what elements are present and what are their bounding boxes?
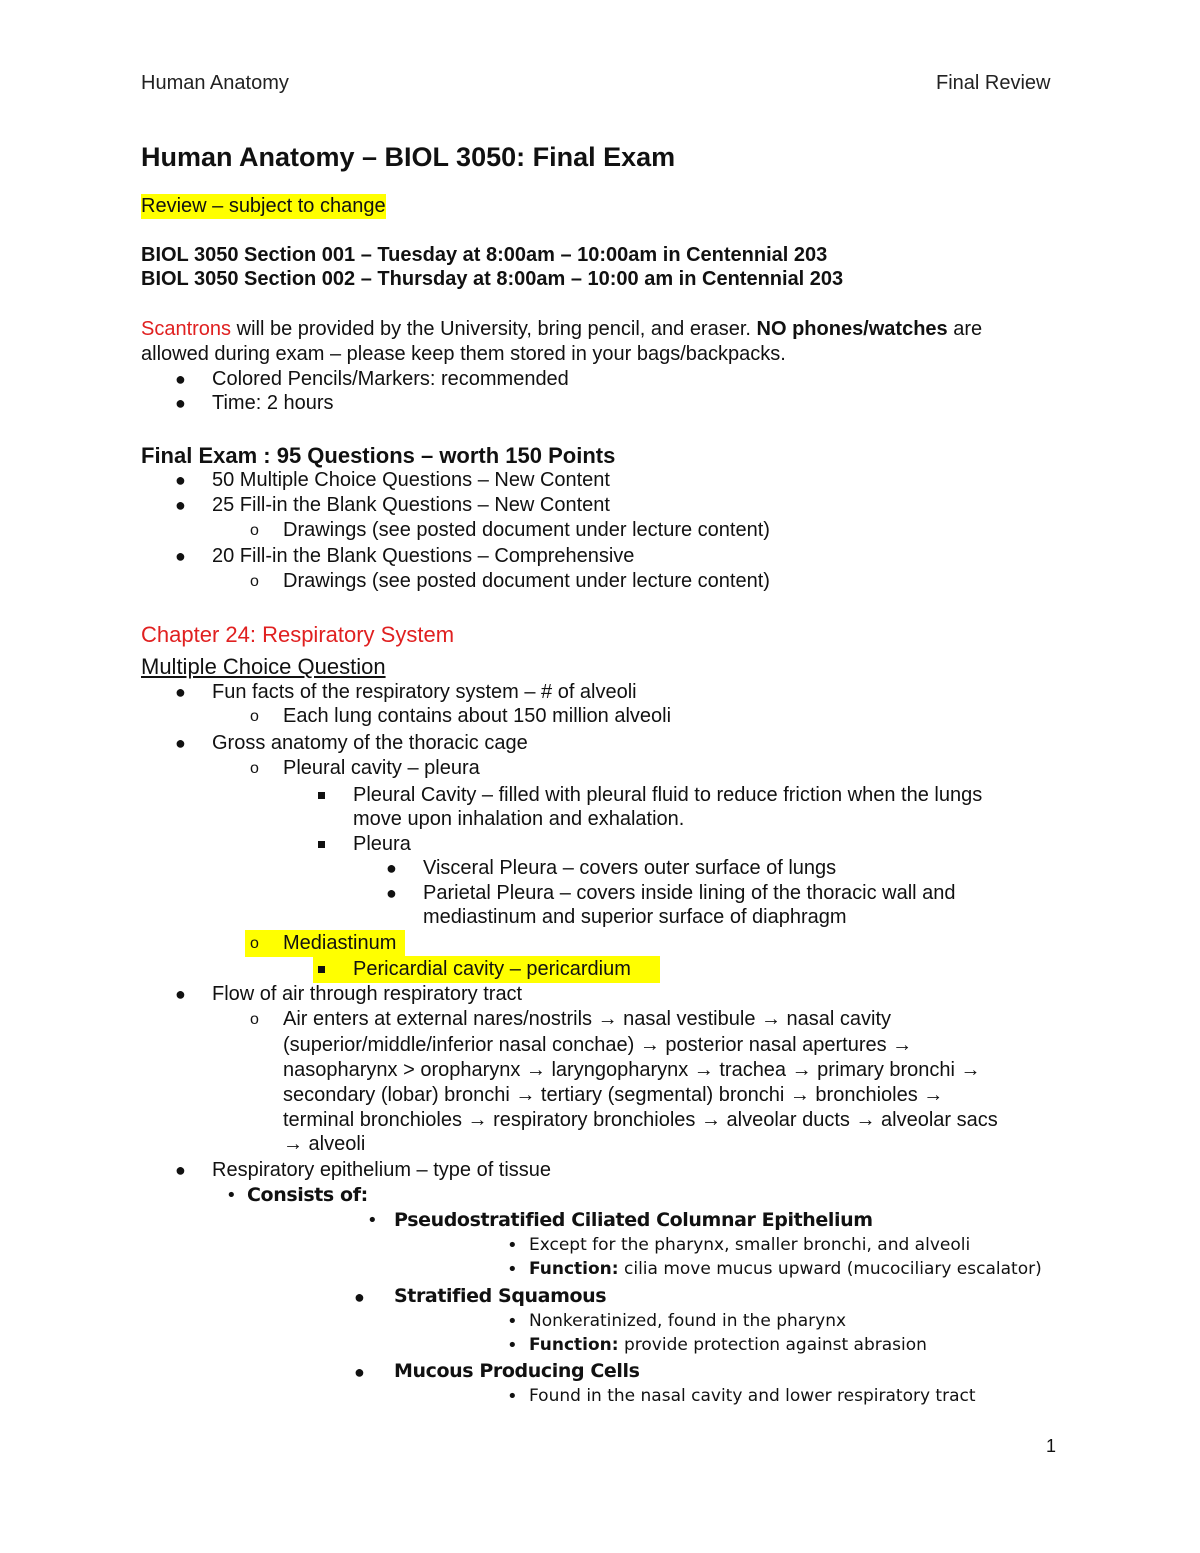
bullet-icon: ●: [386, 858, 397, 878]
bullet-icon: •: [507, 1259, 518, 1280]
square-bullet-icon: [318, 966, 325, 973]
bullet-icon: ●: [386, 883, 397, 903]
tissue-function: [529, 1335, 927, 1355]
circle-bullet-icon: o: [250, 708, 259, 725]
list-item: Drawings (see posted document under lecture content): [283, 519, 770, 541]
list-item-cont: secondary (lobar) bronchi → tertiary (segmental) bronchi → bronchioles →: [283, 1084, 944, 1106]
list-item-cont: move upon inhalation and exhalation.: [353, 808, 685, 830]
list-item: Time: 2 hours: [212, 392, 334, 414]
list-item: 25 Fill-in the Blank Questions – New Content: [212, 494, 610, 516]
bullet-icon: ●: [354, 1287, 365, 1307]
circle-bullet-icon: o: [250, 522, 259, 539]
bullet-icon: •: [367, 1210, 378, 1231]
scantron-line: [141, 318, 982, 341]
list-item-cont: → alveoli: [283, 1133, 366, 1155]
scantron-line2: allowed during exam – please keep them stored in your bags/backpacks.: [141, 343, 786, 365]
no-phones: NO phones/watches: [756, 318, 948, 340]
square-bullet-icon: [318, 841, 325, 848]
final-heading: Final Exam : 95 Questions – worth 150 Points: [141, 443, 616, 468]
tissue-note: Except for the pharynx, smaller bronchi, and alveoli: [529, 1235, 971, 1255]
function-text: provide protection against abrasion: [618, 1335, 927, 1355]
bullet-icon: •: [507, 1386, 518, 1407]
bullet-icon: •: [226, 1185, 237, 1206]
consists-label: Consists of:: [247, 1184, 368, 1206]
page-number: 1: [1046, 1436, 1057, 1456]
bullet-icon: ●: [175, 470, 186, 490]
list-item: Visceral Pleura – covers outer surface of lungs: [423, 857, 837, 879]
header-right: Final Review: [936, 72, 1051, 94]
list-item-cont: mediastinum and superior surface of diaphragm: [423, 906, 847, 928]
list-item-cont: (superior/middle/inferior nasal conchae) → posterior nasal apertures →: [283, 1034, 913, 1056]
header-left: Human Anatomy: [141, 72, 289, 94]
function-label: Function:: [529, 1335, 619, 1355]
tissue-note: Nonkeratinized, found in the pharynx: [529, 1311, 847, 1331]
tissue-name: Mucous Producing Cells: [394, 1360, 640, 1382]
bullet-icon: ●: [175, 984, 186, 1004]
function-label: Function:: [529, 1259, 619, 1279]
list-item: Fun facts of the respiratory system – # of alveoli: [212, 681, 637, 703]
chapter-heading: Chapter 24: Respiratory System: [141, 622, 455, 647]
list-item: 20 Fill-in the Blank Questions – Comprehensive: [212, 545, 635, 567]
circle-bullet-icon: o: [250, 573, 259, 590]
bullet-icon: ●: [175, 546, 186, 566]
list-item: Respiratory epithelium – type of tissue: [212, 1159, 552, 1181]
list-item: Air enters at external nares/nostrils → nasal vestibule → nasal cavity: [283, 1008, 892, 1030]
list-item: Colored Pencils/Markers: recommended: [212, 368, 569, 390]
list-item: Pleural cavity – pleura: [283, 757, 480, 779]
bullet-icon: ●: [175, 369, 186, 389]
list-item: Pericardial cavity – pericardium: [353, 958, 631, 980]
list-item: Pleural Cavity – filled with pleural fluid to reduce friction when the lungs: [353, 784, 983, 806]
bullet-icon: •: [507, 1335, 518, 1356]
page-title: Human Anatomy – BIOL 3050: Final Exam: [141, 142, 676, 172]
list-item-cont: nasopharynx > oropharynx → laryngopharynx → trachea → primary bronchi →: [283, 1059, 981, 1081]
bullet-icon: ●: [175, 733, 186, 753]
bullet-icon: •: [507, 1311, 518, 1332]
bullet-icon: ●: [354, 1362, 365, 1382]
tissue-name: Stratified Squamous: [394, 1285, 607, 1307]
list-item: Each lung contains about 150 million alveoli: [283, 705, 672, 727]
tissue-function: [529, 1259, 1042, 1279]
circle-bullet-icon: o: [250, 760, 259, 777]
tissue-name: Pseudostratified Ciliated Columnar Epithelium: [394, 1209, 873, 1231]
tissue-note: Found in the nasal cavity and lower respiratory tract: [529, 1386, 976, 1406]
list-item-cont: terminal bronchioles → respiratory bronchioles → alveolar ducts → alveolar sacs: [283, 1109, 998, 1131]
list-item: Mediastinum: [283, 932, 397, 954]
list-item: Parietal Pleura – covers inside lining of the thoracic wall and: [423, 882, 956, 904]
list-item: Gross anatomy of the thoracic cage: [212, 732, 528, 754]
bullet-icon: ●: [175, 393, 186, 413]
bullet-icon: ●: [175, 682, 186, 702]
bullet-icon: ●: [175, 495, 186, 515]
list-item: Drawings (see posted document under lecture content): [283, 570, 770, 592]
list-item: 50 Multiple Choice Questions – New Content: [212, 469, 610, 491]
square-bullet-icon: [318, 792, 325, 799]
review-note: Review – subject to change: [141, 195, 386, 217]
list-item: Flow of air through respiratory tract: [212, 983, 523, 1005]
scantron-word: Scantrons: [141, 318, 232, 340]
scantron-text: will be provided by the University, bring pencil, and eraser.: [231, 318, 757, 340]
section-002: BIOL 3050 Section 002 – Thursday at 8:00am – 10:00 am in Centennial 203: [141, 268, 844, 290]
circle-bullet-icon: o: [250, 935, 259, 952]
bullet-icon: •: [507, 1235, 518, 1256]
section-001: BIOL 3050 Section 001 – Tuesday at 8:00am – 10:00am in Centennial 203: [141, 244, 828, 266]
function-text: cilia move mucus upward (mucociliary escalator): [618, 1259, 1042, 1279]
bullet-icon: ●: [175, 1160, 186, 1180]
mc-heading: Multiple Choice Question: [141, 654, 386, 679]
circle-bullet-icon: o: [250, 1011, 259, 1028]
scantron-text-end: are: [947, 318, 983, 340]
list-item: Pleura: [353, 833, 411, 855]
